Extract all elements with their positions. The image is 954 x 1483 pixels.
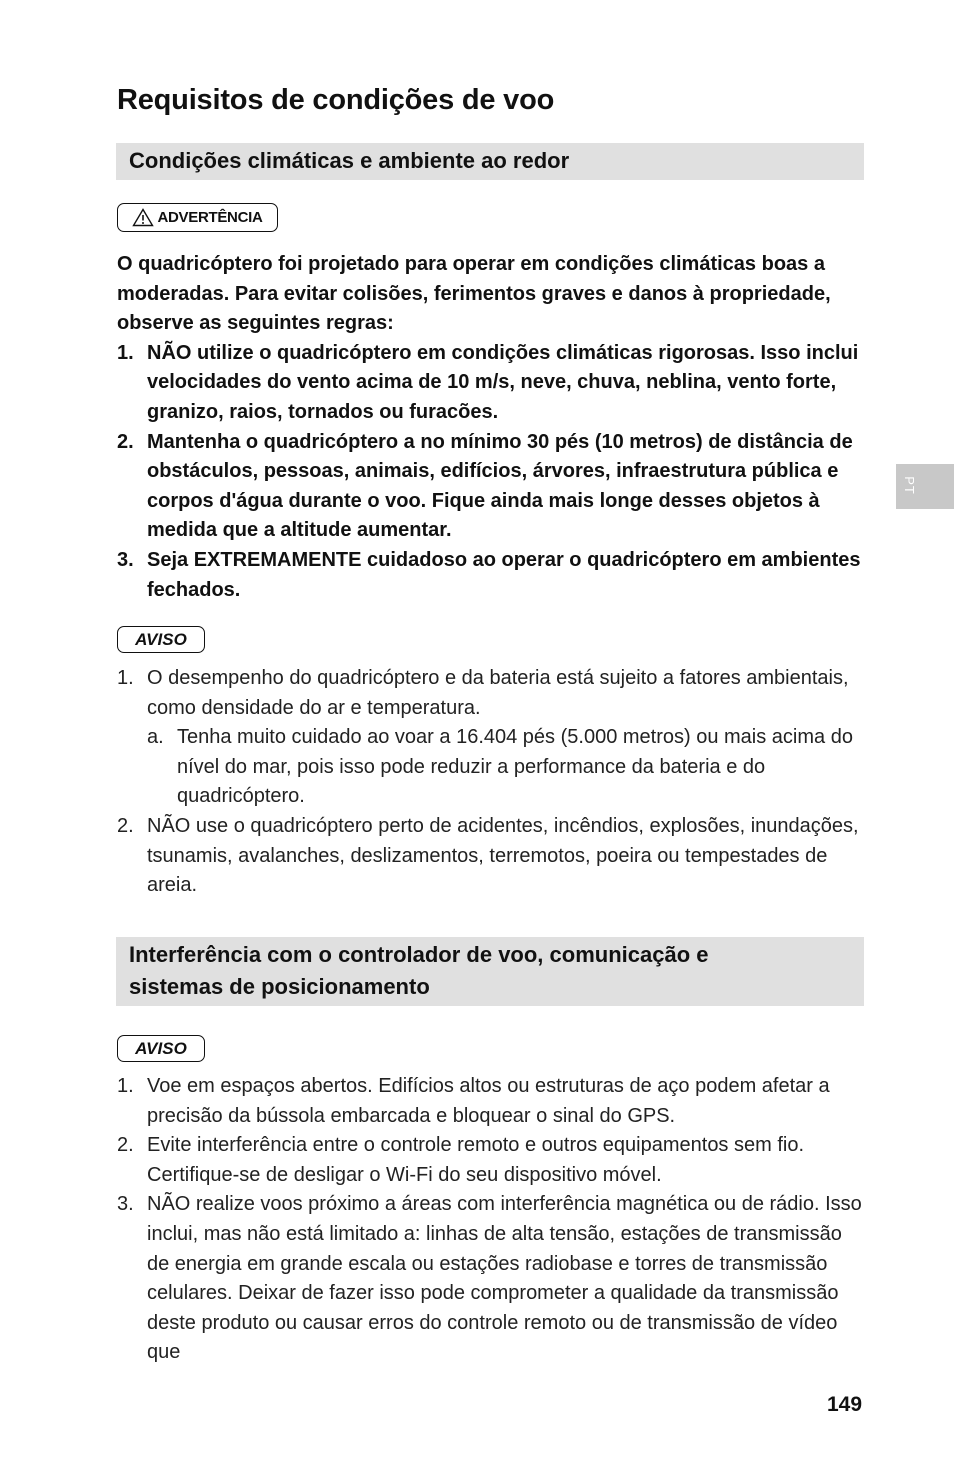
item-number: 1. bbox=[117, 667, 134, 689]
item-number: 1. bbox=[117, 1075, 134, 1097]
item-number: 1. bbox=[117, 341, 134, 364]
item-text: NÃO utilize o quadricóptero em condições climáticas rigorosas. Isso inclui velocidades do vento acima de 10 m/s, neve, chuva, neblina, vento forte, granizo, raios, tornados ou furacões. bbox=[147, 341, 859, 423]
list-item bbox=[117, 1190, 864, 1368]
item-text: O desempenho do quadricóptero e da bateria está sujeito a fatores ambientais, como densidade do ar e temperatura. bbox=[147, 667, 849, 719]
list-item bbox=[117, 812, 864, 901]
item-number: 2. bbox=[117, 814, 134, 837]
notice-block bbox=[117, 664, 864, 901]
notice-label: AVISO bbox=[135, 1038, 187, 1058]
page-title: Requisitos de condições de voo bbox=[117, 84, 555, 116]
item-number: 3. bbox=[117, 548, 134, 571]
item-text: Evite interferência entre o controle remoto e outros equipamentos sem fio. Certifique-se de desligar o Wi-Fi do seu dispositivo móvel. bbox=[147, 1134, 805, 1186]
page-number: 149 bbox=[827, 1393, 863, 1416]
list-item bbox=[117, 428, 864, 546]
warning-icon bbox=[132, 208, 154, 227]
item-text: NÃO use o quadricóptero perto de acidentes, incêndios, explosões, inundações, tsunamis, avalanches, deslizamentos, terremotos, poeira ou tempestades de areia. bbox=[147, 814, 859, 897]
warning-badge bbox=[117, 203, 278, 232]
item-text: Mantenha o quadricóptero a no mínimo 30 pés (10 metros) de distância de obstáculos, pessoas, animais, edifícios, árvores, infraestrutura pública e corpos d'água durante o voo. Fique ainda mais longe desses objetos à medida que a altitude aumentar. bbox=[147, 430, 853, 542]
item-number: 2. bbox=[117, 1134, 134, 1157]
list-subitem bbox=[117, 723, 864, 812]
section-heading-line: Interferência com o controlador de voo, comunicação e bbox=[129, 942, 709, 967]
notice-label: AVISO bbox=[135, 629, 187, 649]
list-item bbox=[117, 664, 864, 723]
list-item bbox=[117, 1072, 864, 1131]
list-item bbox=[117, 1131, 864, 1190]
section-heading-weather bbox=[116, 143, 864, 180]
section-heading-text: Condições climáticas e ambiente ao redor bbox=[129, 148, 570, 173]
warning-label: ADVERTÊNCIA bbox=[157, 209, 263, 226]
list-item bbox=[117, 546, 864, 605]
notice-badge bbox=[117, 1035, 205, 1062]
language-tab bbox=[896, 464, 954, 509]
item-text: Voe em espaços abertos. Edifícios altos ou estruturas de aço podem afetar a precisão da bússola embarcada e bloquear o sinal do GPS. bbox=[147, 1075, 830, 1127]
section-heading-interference bbox=[116, 937, 864, 1006]
language-tab-label: PT bbox=[901, 476, 917, 495]
item-text: Seja EXTREMAMENTE cuidadoso ao operar o quadricóptero em ambientes fechados. bbox=[147, 548, 861, 601]
warning-block bbox=[117, 250, 864, 605]
item-number: 3. bbox=[117, 1193, 134, 1216]
notice-badge bbox=[117, 626, 205, 653]
warning-intro: O quadricóptero foi projetado para operar em condições climáticas boas a moderadas. Para evitar colisões, ferimentos graves e danos à propriedade, observe as seguintes regras: bbox=[117, 253, 831, 335]
list-item bbox=[117, 339, 864, 428]
notice-block bbox=[117, 1072, 864, 1368]
item-number: a. bbox=[147, 726, 164, 749]
item-text: NÃO realize voos próximo a áreas com interferência magnética ou de rádio. Isso inclui, mas não está limitado a: linhas de alta tensão, estações de transmissão de energia em grande escala ou estações radiobase e torres de transmissão celulares. Deixar de fazer isso pode comprometer a qualidade da transmissão deste produto ou causar erros do controle remoto ou de transmissão de vídeo que bbox=[147, 1193, 862, 1364]
item-text: Tenha muito cuidado ao voar a 16.404 pés (5.000 metros) ou mais acima do nível do mar, pois isso pode reduzir a performance da bateria e do quadricóptero. bbox=[177, 726, 853, 808]
item-number: 2. bbox=[117, 430, 134, 453]
section-heading-line: sistemas de posicionamento bbox=[129, 974, 430, 999]
